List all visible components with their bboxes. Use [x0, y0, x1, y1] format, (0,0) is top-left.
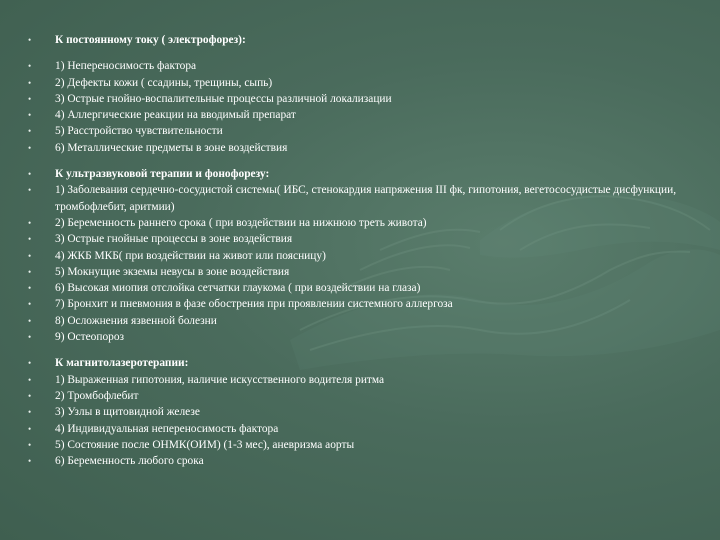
- bullet-icon: •: [28, 61, 32, 72]
- bullet-icon: •: [28, 374, 32, 385]
- list-item: • 2) Дефекты кожи ( ссадины, трещины, сыпь): [24, 75, 704, 91]
- list-item: • 5) Состояние после ОНМК(ОИМ) (1-3 мес), аневризма аорты: [24, 437, 704, 453]
- bullet-icon: •: [28, 456, 32, 467]
- bullet-icon: •: [28, 217, 32, 228]
- bullet-icon: •: [28, 250, 32, 261]
- list-item: • 6) Высокая миопия отслойка сетчатки глаукома ( при воздействии на глаза): [24, 280, 704, 296]
- bullet-icon: •: [28, 126, 32, 137]
- section-heading-electrophoresis: • К постоянному току ( электрофорез):: [24, 32, 704, 48]
- bullet-icon: •: [28, 299, 32, 310]
- list-item: • 5) Мокнущие экземы невусы в зоне воздействия: [24, 264, 704, 280]
- list-item: • 1) Заболевания сердечно-сосудистой системы( ИБС, стенокардия напряжения III фк, гипотония, вегетососудистые дисфункции, тромбофлебит, аритмии): [24, 182, 704, 215]
- bullet-icon: •: [28, 332, 32, 343]
- bullet-icon: •: [28, 185, 32, 196]
- list-item: • 2) Беременность раннего срока ( при воздействии на нижнюю треть живота): [24, 215, 704, 231]
- list-item: • 1) Выраженная гипотония, наличие искусственного водителя ритма: [24, 372, 704, 388]
- bullet-icon: •: [28, 110, 32, 121]
- section-heading-magnetolaser: • К магнитолазеротерапии:: [24, 355, 704, 371]
- section-heading-ultrasound: • К ультразвуковой терапии и фонофорезу:: [24, 166, 704, 182]
- list-item: • 9) Остеопороз: [24, 329, 704, 345]
- list-item: • 3) Узлы в щитовидной железе: [24, 404, 704, 420]
- list-item: • 4) Индивидуальная непереносимость фактора: [24, 421, 704, 437]
- bullet-icon: •: [28, 266, 32, 277]
- list-item: • 1) Непереносимость фактора: [24, 58, 704, 74]
- bullet-icon: •: [28, 77, 32, 88]
- list-item: • 2) Тромбофлебит: [24, 388, 704, 404]
- list-item: • 8) Осложнения язвенной болезни: [24, 313, 704, 329]
- bullet-icon: •: [28, 439, 32, 450]
- list-item: • 6) Беременность любого срока: [24, 453, 704, 469]
- list-item: • 3) Острые гнойно-воспалительные процессы различной локализации: [24, 91, 704, 107]
- bullet-icon: •: [28, 407, 32, 418]
- bullet-icon: •: [28, 35, 32, 45]
- bullet-icon: •: [28, 315, 32, 326]
- list-item: • 4) Аллергические реакции на вводимый препарат: [24, 107, 704, 123]
- list-item: • 7) Бронхит и пневмония в фазе обострения при проявлении системного аллергоза: [24, 296, 704, 312]
- slide-content: [24, 32, 704, 469]
- bullet-icon: •: [28, 142, 32, 153]
- list-item: • 5) Расстройство чувствительности: [24, 123, 704, 139]
- list-item: • 6) Металлические предметы в зоне воздействия: [24, 140, 704, 156]
- bullet-icon: •: [28, 423, 32, 434]
- bullet-icon: •: [28, 234, 32, 245]
- list-item: • 3) Острые гнойные процессы в зоне воздействия: [24, 231, 704, 247]
- bullet-icon: •: [28, 390, 32, 401]
- bullet-icon: •: [28, 169, 32, 180]
- bullet-icon: •: [28, 93, 32, 104]
- bullet-icon: •: [28, 283, 32, 294]
- list-item: • 4) ЖКБ МКБ( при воздействии на живот или поясницу): [24, 248, 704, 264]
- bullet-icon: •: [28, 358, 32, 369]
